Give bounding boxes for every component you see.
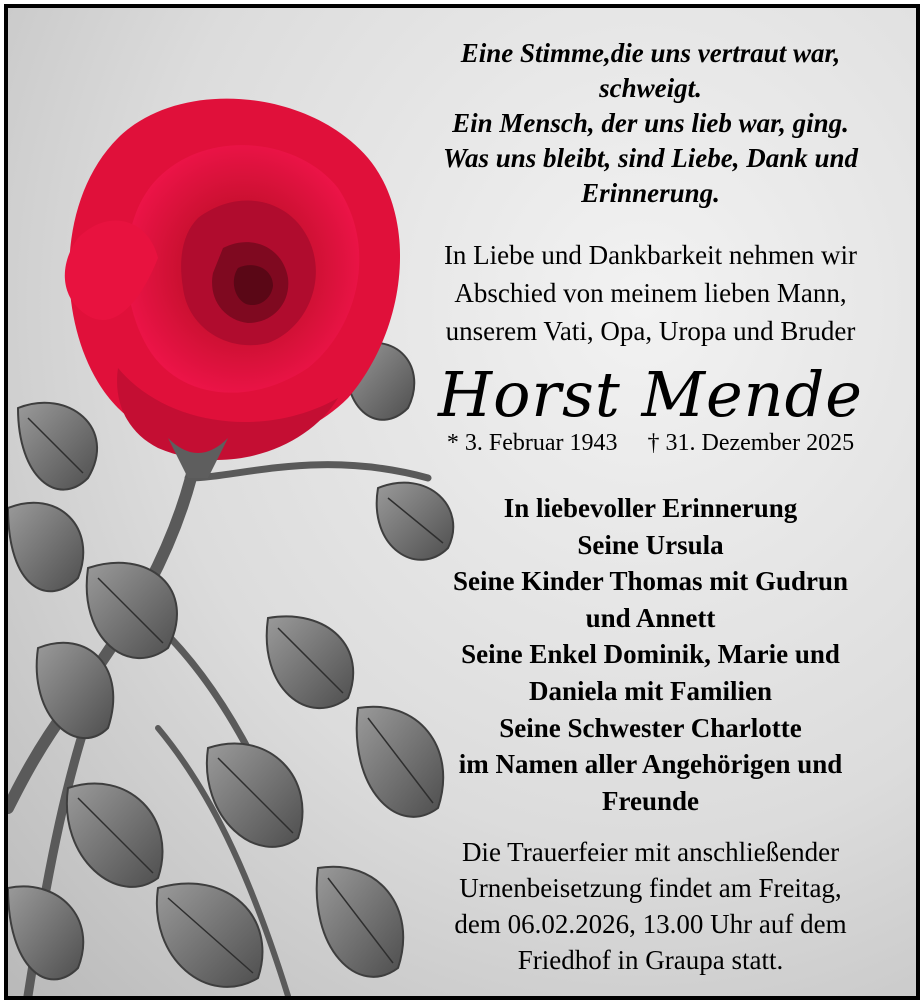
survivor-line: Seine Kinder Thomas mit Gudrun (452, 566, 849, 597)
service-line: dem 06.02.2026, 13.00 Uhr auf dem (454, 909, 847, 939)
intro-line: Abschied von meinem lieben Mann, (454, 278, 847, 308)
farewell-intro (388, 236, 913, 350)
service-line: Urnenbeisetzung findet am Freitag, (459, 873, 842, 903)
poem-line: Eine Stimme,die uns vertraut war, (460, 38, 841, 68)
poem-line: Ein Mensch, der uns lieb war, ging. (452, 108, 849, 138)
deceased-name: Horst Mende (438, 358, 863, 431)
death-date: † 31. Dezember 2025 (647, 430, 855, 456)
funeral-service-info (388, 834, 913, 978)
rose-bloom (65, 99, 400, 460)
service-line: Die Trauerfeier mit anschließender (461, 837, 840, 867)
survivor-line: Seine Schwester Charlotte (499, 712, 802, 743)
poem-line: Was uns bleibt, sind Liebe, Dank und (442, 143, 859, 173)
poem-line: schweigt. (599, 73, 702, 103)
survivor-line: und Annett (585, 602, 716, 633)
memorial-poem (388, 36, 913, 211)
survivor-line: Daniela mit Familien (529, 675, 772, 706)
survivor-line: Seine Enkel Dominik, Marie und (461, 639, 840, 670)
intro-line: In Liebe und Dankbarkeit nehmen wir (443, 240, 858, 270)
survivor-line: im Namen aller Angehörigen und (458, 749, 843, 780)
survivor-line: Freunde (601, 785, 699, 816)
service-line: Friedhof in Graupa statt. (517, 945, 784, 975)
life-dates (388, 428, 913, 458)
survivors-list (388, 490, 913, 819)
obituary-frame (4, 4, 920, 1000)
survivor-line: In liebevoller Erinnerung (503, 493, 798, 523)
birth-date: * 3. Februar 1943 (446, 430, 618, 456)
survivor-line: Seine Ursula (577, 529, 724, 560)
intro-line: unserem Vati, Opa, Uropa und Bruder (445, 316, 856, 346)
poem-line: Erinnerung. (581, 178, 720, 208)
